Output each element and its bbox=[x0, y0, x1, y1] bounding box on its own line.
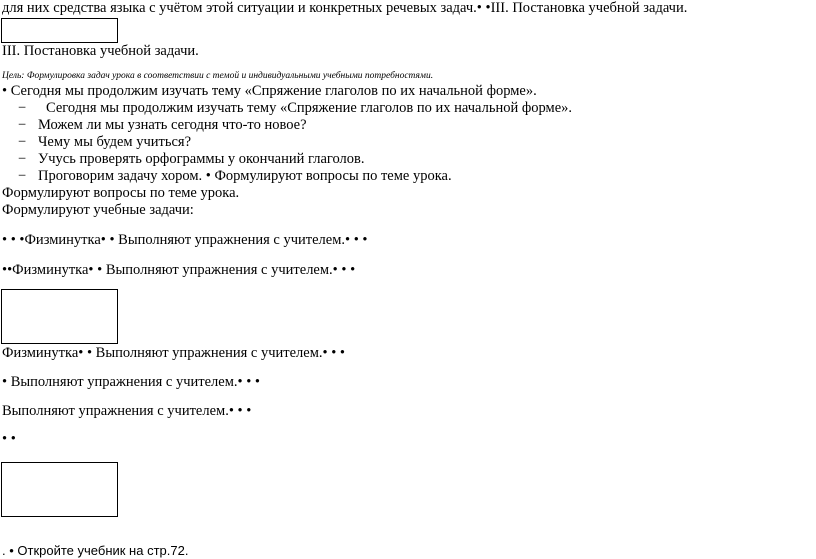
text-line-13: ••Физминутка• • Выполняют упражнения с учителем.• • • bbox=[2, 262, 356, 278]
text-line-18: . • Откройте учебник на стр.72. bbox=[2, 543, 189, 558]
dash-item-5 bbox=[18, 168, 452, 185]
text-line-17: • • bbox=[2, 431, 16, 447]
dash-item-5-text: Проговорим задачу хором. • Формулируют вопросы по теме урока. bbox=[38, 168, 452, 184]
text-line-1: для них средства языка с учётом этой ситуации и конкретных речевых задач.• •III. Постановка учебной задачи. bbox=[2, 0, 688, 16]
text-line-15: • Выполняют упражнения с учителем.• • • bbox=[2, 374, 261, 390]
dash-item-2-text: Можем ли мы узнать сегодня что-то новое? bbox=[38, 117, 307, 133]
dash-icon: − bbox=[18, 100, 27, 116]
text-line-14: Физминутка• • Выполняют упражнения с учителем.• • • bbox=[2, 345, 345, 361]
dash-icon: − bbox=[18, 168, 27, 184]
dash-icon: − bbox=[18, 151, 27, 167]
text-line-12: • • •Физминутка• • Выполняют упражнения с учителем.• • • bbox=[2, 232, 368, 248]
image-placeholder-1 bbox=[1, 18, 118, 43]
text-line-11: Формулируют учебные задачи: bbox=[2, 202, 194, 218]
dash-item-1 bbox=[18, 100, 572, 117]
dash-item-3 bbox=[18, 134, 191, 151]
text-line-4: • Сегодня мы продолжим изучать тему «Спряжение глаголов по их начальной форме». bbox=[2, 83, 537, 99]
text-line-16: Выполняют упражнения с учителем.• • • bbox=[2, 403, 252, 419]
dash-item-4-text: Учусь проверять орфограммы у окончаний глаголов. bbox=[38, 151, 365, 167]
lesson-goal: Цель: Формулировка задач урока в соответствии с темой и индивидуальными учебными потребностями. bbox=[2, 71, 434, 81]
dash-icon: − bbox=[18, 134, 27, 150]
dash-item-1-text: Сегодня мы продолжим изучать тему «Спряжение глаголов по их начальной форме». bbox=[46, 100, 573, 116]
image-placeholder-3 bbox=[1, 462, 118, 517]
image-placeholder-2 bbox=[1, 289, 118, 344]
dash-item-4 bbox=[18, 151, 365, 168]
text-line-10: Формулируют вопросы по теме урока. bbox=[2, 185, 240, 201]
dash-item-3-text: Чему мы будем учиться? bbox=[38, 134, 192, 150]
dash-icon: − bbox=[18, 117, 27, 133]
section-heading: III. Постановка учебной задачи. bbox=[2, 43, 199, 59]
dash-item-2 bbox=[18, 117, 307, 134]
